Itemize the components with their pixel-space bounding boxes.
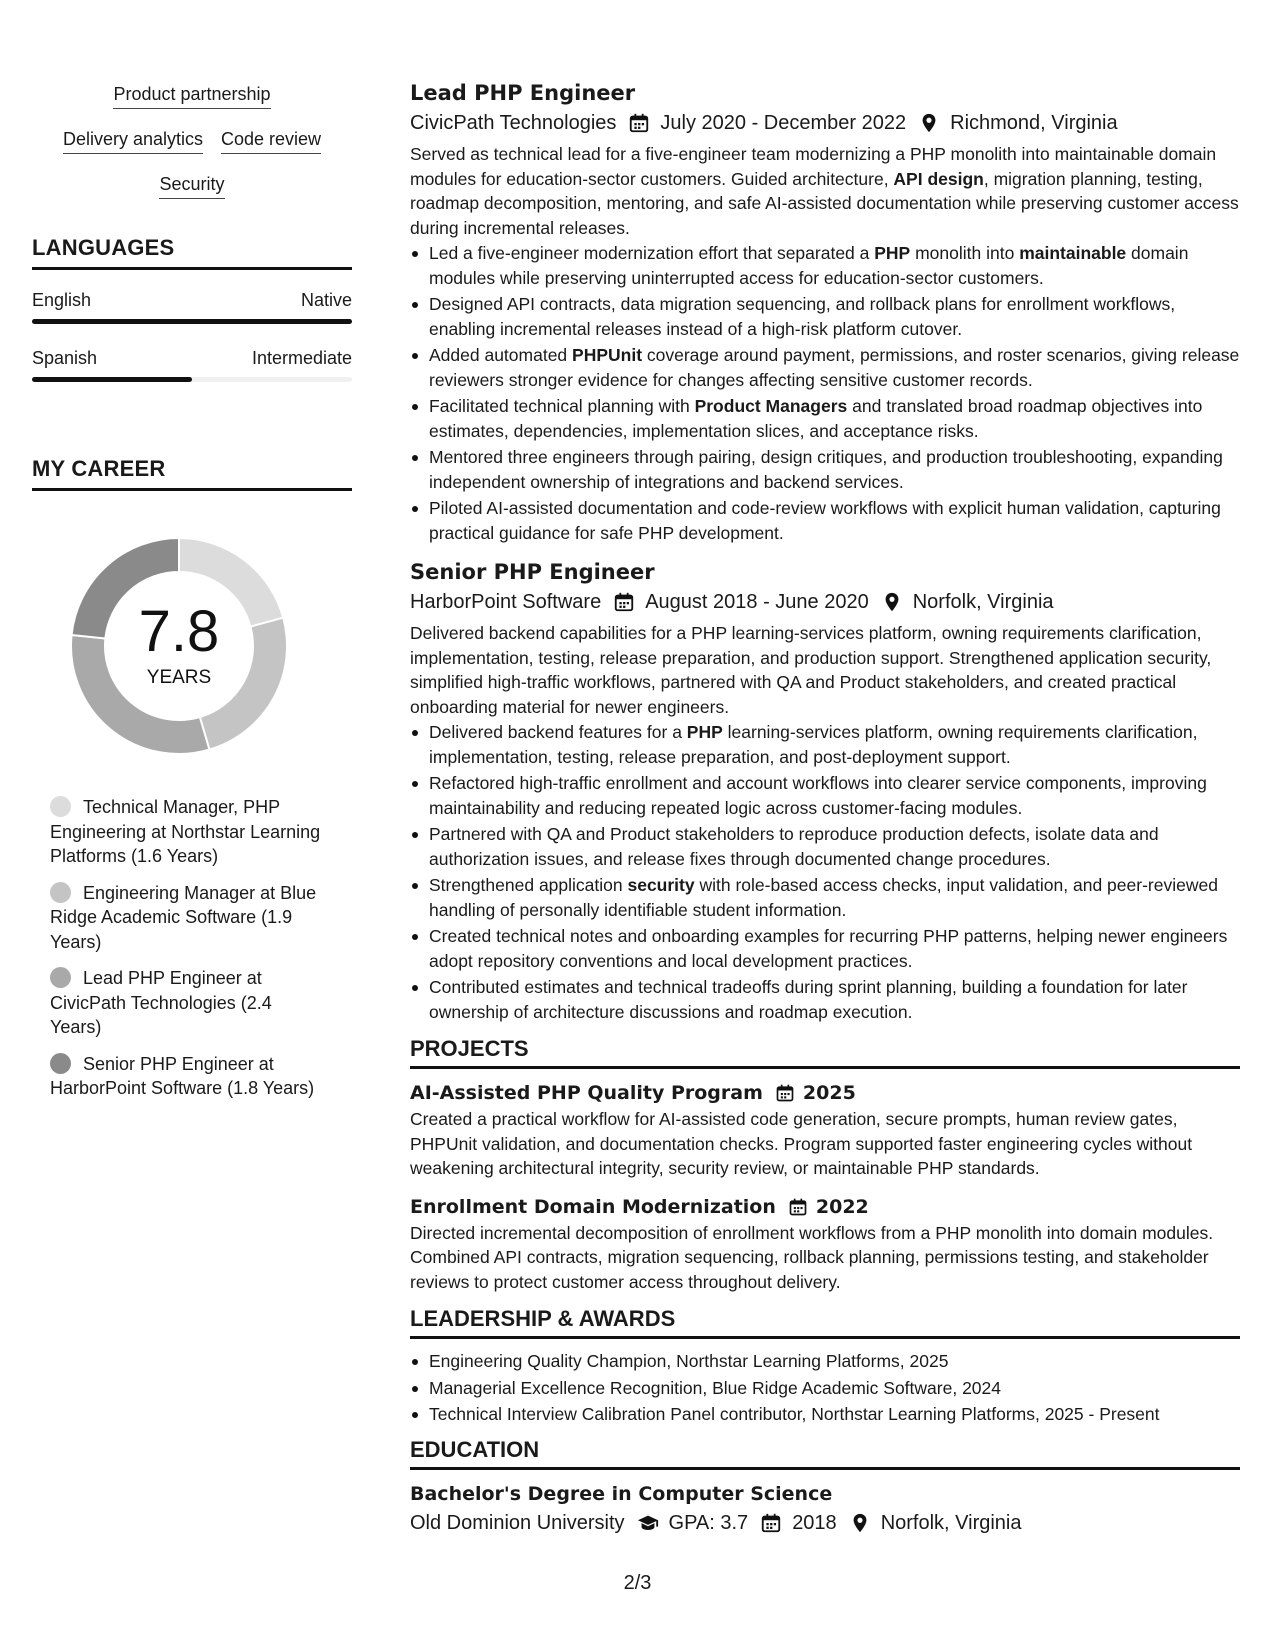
skills-row [32,172,352,199]
text-run: Served as technical lead for a five-engineer team modernizing a PHP monolith into maintainable domain modules for education-sector customers. Guided architecture, [410,144,1217,189]
degree-title: Bachelor's Degree in Computer Science [410,1482,833,1505]
job-bullet [410,496,1240,545]
text-run: Delivered backend capabilities for a PHP learning-services platform, owning requirements clarification, implementation, testing, release preparation, and production support. Strengthened application security, simplified high-traffic workflows, partnered with QA and Product stakeholders, and created practical onboarding material for newer engineers. [410,623,1212,717]
legend-dot [50,967,71,988]
job-bullet [410,292,1240,341]
career-legend-item [50,1052,325,1101]
left-column [32,82,352,1113]
job-title: Senior PHP Engineer [410,560,655,584]
text-run: Contributed estimates and technical tradeoffs during sprint planning, building a foundation for later ownership of architecture discussions and roadmap execution. [429,977,1188,1022]
education-location: Norfolk, Virginia [880,1511,1022,1534]
text-run: Designed API contracts, data migration sequencing, and rollback plans for enrollment workflows, enabling incremental releases instead of a high-risk platform cutover. [429,294,1176,339]
job-bullet [410,822,1240,871]
career-legend-item [50,881,325,955]
leadership-list [410,1349,1240,1427]
languages-list [32,290,352,382]
job-bullet [410,241,1240,290]
language-item [32,348,352,382]
job-bullet [410,873,1240,922]
language-level-fill [32,377,192,382]
bold-text: maintainable [1019,243,1127,263]
text-run: Piloted AI-assisted documentation and code-review workflows with explicit human validation, capturing practical guidance for safe PHP development. [429,498,1221,543]
award-item: Engineering Quality Champion, Northstar Learning Platforms, 2025 [410,1349,1240,1374]
gpa: GPA: 3.7 [668,1511,749,1534]
projects-heading: PROJECTS [410,1036,1240,1069]
skill-tag: Security [159,172,224,199]
project-year: 2025 [802,1082,856,1104]
school-name: Old Dominion University [410,1511,625,1534]
career-total-unit: YEARS [146,667,212,688]
leadership-heading: LEADERSHIP & AWARDS [410,1306,1240,1339]
text-run: and translated broad roadmap objectives into estimates, dependencies, implementation slices, and acceptance risks. [429,396,1203,441]
calendar-icon [613,591,635,613]
legend-dot [50,1053,71,1074]
job-bullets [410,241,1240,545]
award-item: Technical Interview Calibration Panel contributor, Northstar Learning Platforms, 2025 - Present [410,1402,1240,1427]
legend-label: Senior PHP Engineer at HarborPoint Software (1.8 Years) [50,1053,315,1098]
skill-tag: Code review [221,127,321,154]
company-name: HarborPoint Software [410,591,602,613]
language-row [32,290,352,311]
education-entry [410,1480,1240,1538]
project-title [410,1079,1240,1107]
graduation-year: 2018 [792,1511,837,1534]
job-bullet [410,394,1240,443]
skill-tag: Delivery analytics [63,127,203,154]
projects-list [410,1079,1240,1294]
job-bullet [410,445,1240,494]
job-bullet [410,720,1240,769]
language-row [32,348,352,369]
donut-center [66,533,292,759]
project-name: Enrollment Domain Modernization [410,1195,776,1218]
calendar-icon [788,1197,808,1217]
job-meta [410,587,1240,617]
job-summary [410,142,1240,240]
bold-text: PHPUnit [572,345,643,365]
project-entry [410,1079,1240,1181]
job-entry [410,557,1240,1024]
project-entry [410,1193,1240,1295]
career-legend [50,795,325,1101]
location-pin-icon [849,1512,871,1534]
language-name: English [32,290,92,310]
job-title: Lead PHP Engineer [410,81,636,105]
project-description: Created a practical workflow for AI-assisted code generation, secure prompts, human review gates, PHPUnit validation, and documentation checks. Program supported faster engineering cycles without weakening architectural integrity, security review, or maintainable PHP standards. [410,1109,1193,1178]
bold-text: PHP [686,722,723,742]
company-name: CivicPath Technologies [410,112,617,134]
calendar-icon [628,112,650,134]
text-run: Delivered backend features for a [429,722,687,742]
language-level: Native [300,290,352,310]
language-level: Intermediate [251,348,352,368]
job-bullets [410,720,1240,1024]
page-number: 2/3 [623,1572,652,1594]
skills-row [32,127,352,154]
award-item: Managerial Excellence Recognition, Blue Ridge Academic Software, 2024 [410,1376,1240,1401]
language-level-fill [32,319,352,324]
education-heading: EDUCATION [410,1437,1240,1470]
job-bullet [410,924,1240,973]
career-legend-item [50,795,325,869]
text-run: Strengthened application [429,875,628,895]
legend-dot [50,796,71,817]
text-run: monolith into [910,243,1020,263]
career-total-years: 7.8 [138,599,220,664]
text-run: Led a five-engineer modernization effort that separated a [429,243,875,263]
career-donut-chart [66,533,292,759]
text-run: Refactored high-traffic enrollment and account workflows into clearer service components, improving maintainability and reducing repeated logic across customer-facing modules. [429,773,1207,818]
graduation-cap-icon [637,1512,659,1534]
legend-label: Technical Manager, PHP Engineering at Northstar Learning Platforms (1.6 Years) [50,797,321,866]
legend-label: Engineering Manager at Blue Ridge Academic Software (1.9 Years) [50,882,317,952]
job-dates: August 2018 - June 2020 [645,591,869,613]
text-run: , migration planning, testing, roadmap decomposition, mentoring, and safe AI-assisted documentation while preserving customer access during incremental releases. [410,168,1239,238]
bold-text: PHP [874,243,911,263]
project-description: Directed incremental decomposition of enrollment workflows from a PHP monolith into domain modules. Combined API contracts, migration sequencing, rollback planning, permissions testing, and stakeholder reviews to protect customer access throughout delivery. [410,1222,1214,1292]
skill-tag: Product partnership [113,82,270,109]
text-run: Mentored three engineers through pairing, design critiques, and production troubleshooting, expanding independent ownership of integrations and backend services. [429,447,1223,492]
bold-text: security [627,875,695,895]
calendar-icon [775,1083,795,1103]
language-level-bar [32,319,352,324]
job-meta [410,108,1240,138]
skills-row [32,82,352,109]
job-bullet [410,975,1240,1024]
education-meta [410,1508,1240,1538]
text-run: learning-services platform, owning requirements clarification, implementation, testing, release preparation, and post-deployment support. [429,722,1198,767]
text-run: Facilitated technical planning with [429,396,695,416]
job-bullet [410,771,1240,820]
text-run: with role-based access checks, input validation, and peer-reviewed handling of personally identifiable student information. [429,875,1218,920]
location-pin-icon [918,112,940,134]
legend-dot [50,882,71,903]
language-name: Spanish [32,348,98,368]
experience-section [410,78,1240,1024]
right-column [410,78,1240,1538]
project-name: AI-Assisted PHP Quality Program [410,1082,763,1104]
bold-text: Product Managers [694,396,848,416]
job-bullet [410,343,1240,392]
skills-tags [32,82,352,199]
language-level-bar [32,377,352,382]
project-year: 2022 [815,1195,869,1218]
job-dates: July 2020 - December 2022 [660,112,907,134]
language-item [32,290,352,324]
calendar-icon [760,1512,782,1534]
career-heading: MY CAREER [32,456,352,491]
text-run: coverage around payment, permissions, and roster scenarios, giving release reviewers stronger evidence for changes affecting sensitive customer records. [429,345,1240,390]
text-run: domain modules while preserving uninterrupted access for education-sector customers. [429,243,1189,288]
location-pin-icon [881,591,903,613]
bold-text: API design [893,168,984,189]
text-run: Created technical notes and onboarding examples for recurring PHP patterns, helping newer engineers adopt repository conventions and local development practices. [429,926,1228,971]
job-location: Richmond, Virginia [950,112,1118,134]
job-entry [410,78,1240,545]
legend-label: Lead PHP Engineer at CivicPath Technologies (2.4 Years) [50,968,272,1037]
job-summary [410,621,1240,719]
project-title [410,1193,1240,1221]
text-run: Partnered with QA and Product stakeholders to reproduce production defects, isolate data and authorization issues, and release fixes through documented change procedures. [429,824,1159,869]
job-location: Norfolk, Virginia [912,591,1054,613]
career-legend-item [50,966,325,1040]
languages-heading: LANGUAGES [32,235,352,270]
text-run: Added automated [429,345,573,365]
